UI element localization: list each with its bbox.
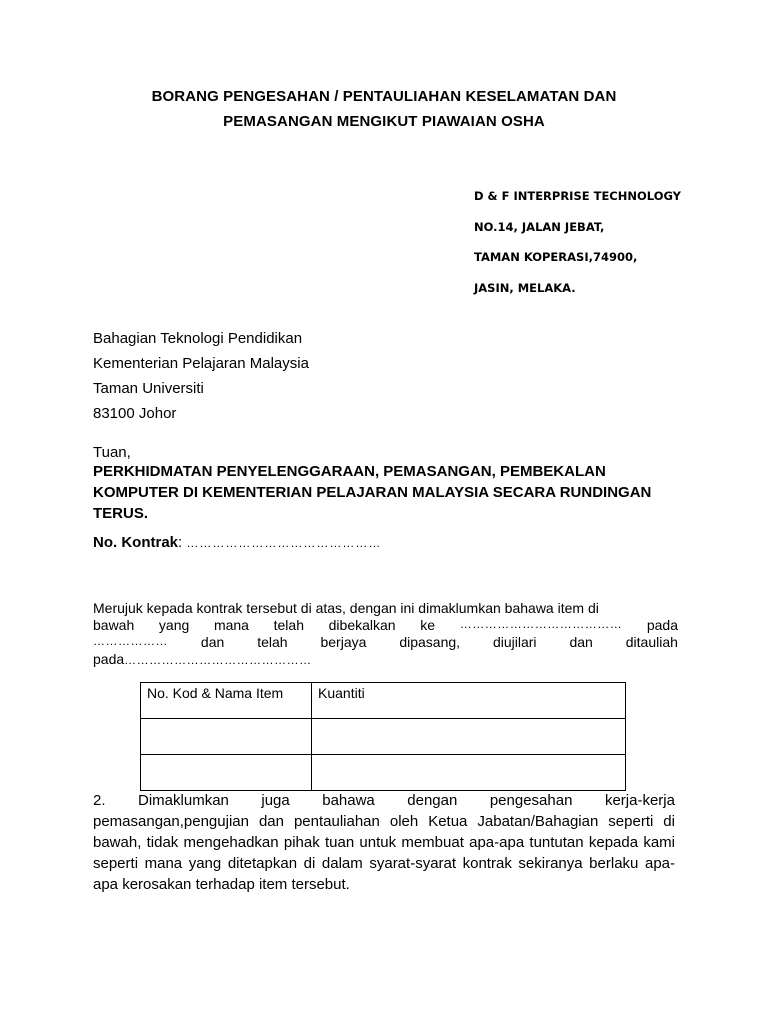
recipient-line: Kementerian Pelajaran Malaysia bbox=[93, 355, 309, 372]
paragraph-2-first-line bbox=[93, 790, 675, 811]
word: pada bbox=[646, 617, 678, 633]
table-cell bbox=[141, 719, 312, 755]
recipient-line: Taman Universiti bbox=[93, 380, 204, 397]
column-header-item: No. Kod & Nama Item bbox=[141, 683, 312, 719]
contract-label: No. Kontrak bbox=[93, 534, 179, 551]
word: yang bbox=[158, 617, 190, 633]
table-cell bbox=[312, 755, 626, 791]
word: dan bbox=[569, 634, 593, 650]
form-title-line-1: BORANG PENGESAHAN / PENTAULIAHAN KESELAMATAN DAN bbox=[151, 88, 617, 105]
word: ke bbox=[420, 617, 436, 633]
word: mana bbox=[213, 617, 249, 633]
sender-address-line: TAMAN KOPERASI,74900, bbox=[474, 250, 638, 264]
word: juga bbox=[261, 792, 290, 809]
table-row bbox=[141, 755, 626, 791]
word: berjaya bbox=[320, 634, 367, 650]
paragraph-2 bbox=[93, 790, 675, 895]
table-cell bbox=[141, 755, 312, 791]
paragraph-1-line bbox=[93, 651, 678, 667]
contract-separator: : bbox=[178, 534, 183, 551]
table-cell bbox=[312, 719, 626, 755]
contract-number-field bbox=[93, 534, 381, 551]
table-header-row bbox=[141, 683, 626, 719]
word: ditauliah bbox=[625, 634, 678, 650]
word: pengesahan bbox=[489, 792, 573, 809]
items-table bbox=[140, 682, 626, 791]
form-title-line-2: PEMASANGAN MENGIKUT PIAWAIAN OSHA bbox=[223, 113, 545, 130]
word: dengan bbox=[407, 792, 458, 809]
word: 2. bbox=[93, 792, 106, 809]
sender-company: D & F INTERPRISE TECHNOLOGY bbox=[474, 189, 681, 203]
paragraph-1-line bbox=[93, 634, 678, 650]
word: kerja-kerja bbox=[604, 792, 675, 809]
recipient-line: Bahagian Teknologi Pendidikan bbox=[93, 330, 303, 347]
table-row bbox=[141, 719, 626, 755]
word: telah bbox=[273, 617, 304, 633]
blank-field: ……………… bbox=[93, 634, 168, 648]
word: dipasang, bbox=[399, 634, 461, 650]
word: telah bbox=[257, 634, 288, 650]
blank-field: ……………………………………… bbox=[124, 653, 312, 667]
word: dan bbox=[200, 634, 225, 650]
word: pada bbox=[93, 651, 125, 667]
paragraph-1-line: Merujuk kepada kontrak tersebut di atas, dengan ini dimaklumkan bahawa item di bbox=[93, 600, 599, 616]
word: dibekalkan bbox=[328, 617, 396, 633]
word: bahawa bbox=[322, 792, 375, 809]
paragraph-1-line bbox=[93, 617, 678, 633]
sender-address-line: JASIN, MELAKA. bbox=[474, 281, 576, 295]
contract-number-blank: ……………………………………… bbox=[186, 536, 382, 550]
word: bawah bbox=[93, 617, 135, 633]
paragraph-2-body: pemasangan,pengujian dan pentauliahan oleh Ketua Jabatan/Bahagian seperti di bawah, tidak mengehadkan pihak tuan untuk membuat apa-apa tuntutan kepada kami seperti mana yang ditetapkan di dalam syarat-syarat kontrak sekiranya berlaku apa-apa kerosakan terhadap item tersebut. bbox=[93, 813, 675, 893]
word: diujilari bbox=[492, 634, 537, 650]
recipient-line: 83100 Johor bbox=[93, 405, 177, 422]
salutation: Tuan, bbox=[93, 444, 131, 461]
sender-address-line: NO.14, JALAN JEBAT, bbox=[474, 220, 605, 234]
subject-heading: PERKHIDMATAN PENYELENGGARAAN, PEMASANGAN, PEMBEKALAN KOMPUTER DI KEMENTERIAN PELAJARAN MALAYSIA SECARA RUNDINGAN TERUS. bbox=[93, 463, 652, 522]
blank-field: ………………………………… bbox=[459, 617, 623, 631]
column-header-quantity: Kuantiti bbox=[312, 683, 626, 719]
word: Dimaklumkan bbox=[138, 792, 229, 809]
